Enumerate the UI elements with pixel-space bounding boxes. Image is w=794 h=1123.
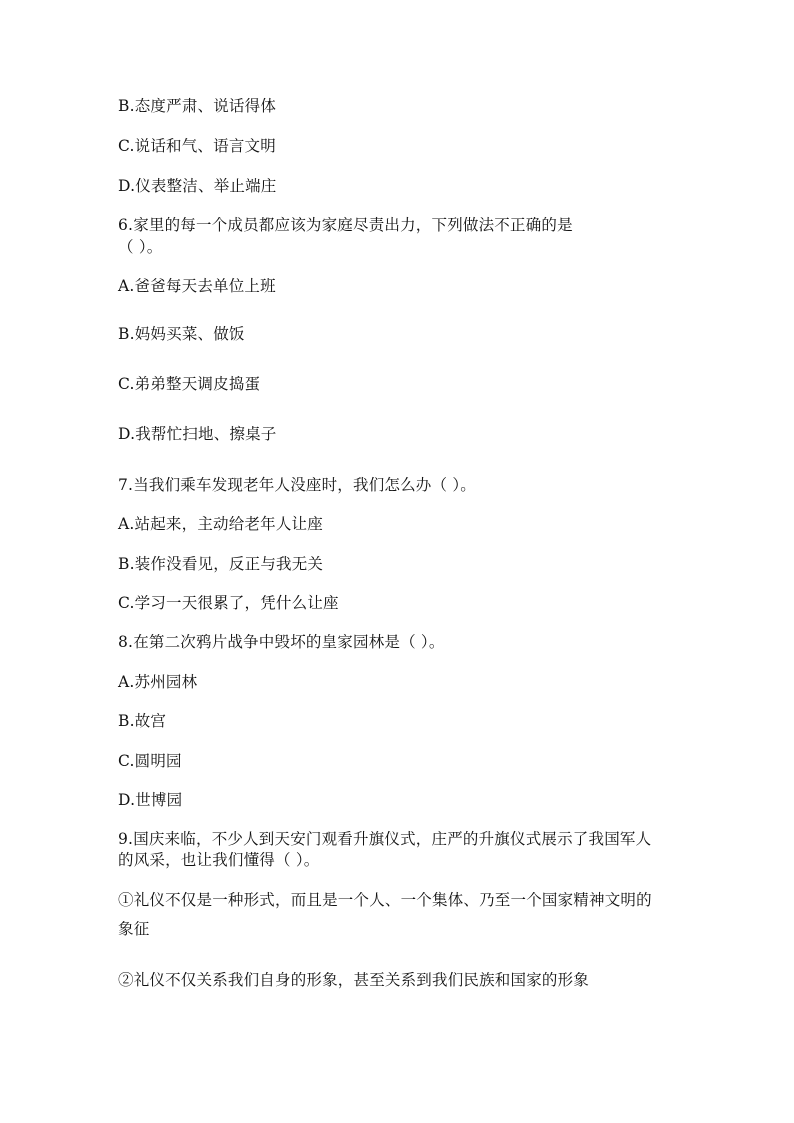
q7-option-a: A.站起来，主动给老年人让座 — [118, 515, 323, 533]
q6-option-c: C.弟弟整天调皮捣蛋 — [118, 375, 261, 393]
q8-option-c: C.圆明园 — [118, 752, 182, 770]
q8-option-d: D.世博园 — [118, 791, 183, 809]
q5-option-b: B.态度严肃、说话得体 — [118, 97, 277, 115]
q5-option-d: D.仪表整洁、举止端庄 — [118, 177, 277, 195]
q9-stem-line2: 的风采，也让我们懂得（ ）。 — [118, 851, 320, 869]
q7-option-b: B.装作没看见，反正与我无关 — [118, 555, 324, 573]
q9-statement1-line2: 象征 — [118, 920, 150, 938]
q7-option-c: C.学习一天很累了，凭什么让座 — [118, 594, 339, 612]
q6-stem-line1: 6.家里的每一个成员都应该为家庭尽责出力，下列做法不正确的是 — [118, 216, 573, 234]
q7-stem: 7.当我们乘车发现老年人没座时，我们怎么办（ ）。 — [118, 476, 476, 494]
q9-statement1-line1: ①礼仪不仅是一种形式，而且是一个人、一个集体、乃至一个国家精神文明的 — [118, 891, 652, 909]
q6-option-d: D.我帮忙扫地、擦桌子 — [118, 425, 277, 443]
q8-option-a: A.苏州园林 — [118, 673, 198, 691]
q8-stem: 8.在第二次鸦片战争中毁坏的皇家园林是（ ）。 — [118, 633, 445, 651]
q6-option-a: A.爸爸每天去单位上班 — [118, 277, 276, 295]
q6-option-b: B.妈妈买菜、做饭 — [118, 325, 245, 343]
q5-option-c: C.说话和气、语言文明 — [118, 137, 276, 155]
q9-statement2: ②礼仪不仅关系我们自身的形象，甚至关系到我们民族和国家的形象 — [118, 971, 590, 989]
q8-option-b: B.故宫 — [118, 712, 167, 730]
q9-stem-line1: 9.国庆来临，不少人到天安门观看升旗仪式，庄严的升旗仪式展示了我国军人 — [118, 830, 652, 848]
q6-stem-line2: （ ）。 — [118, 238, 163, 256]
